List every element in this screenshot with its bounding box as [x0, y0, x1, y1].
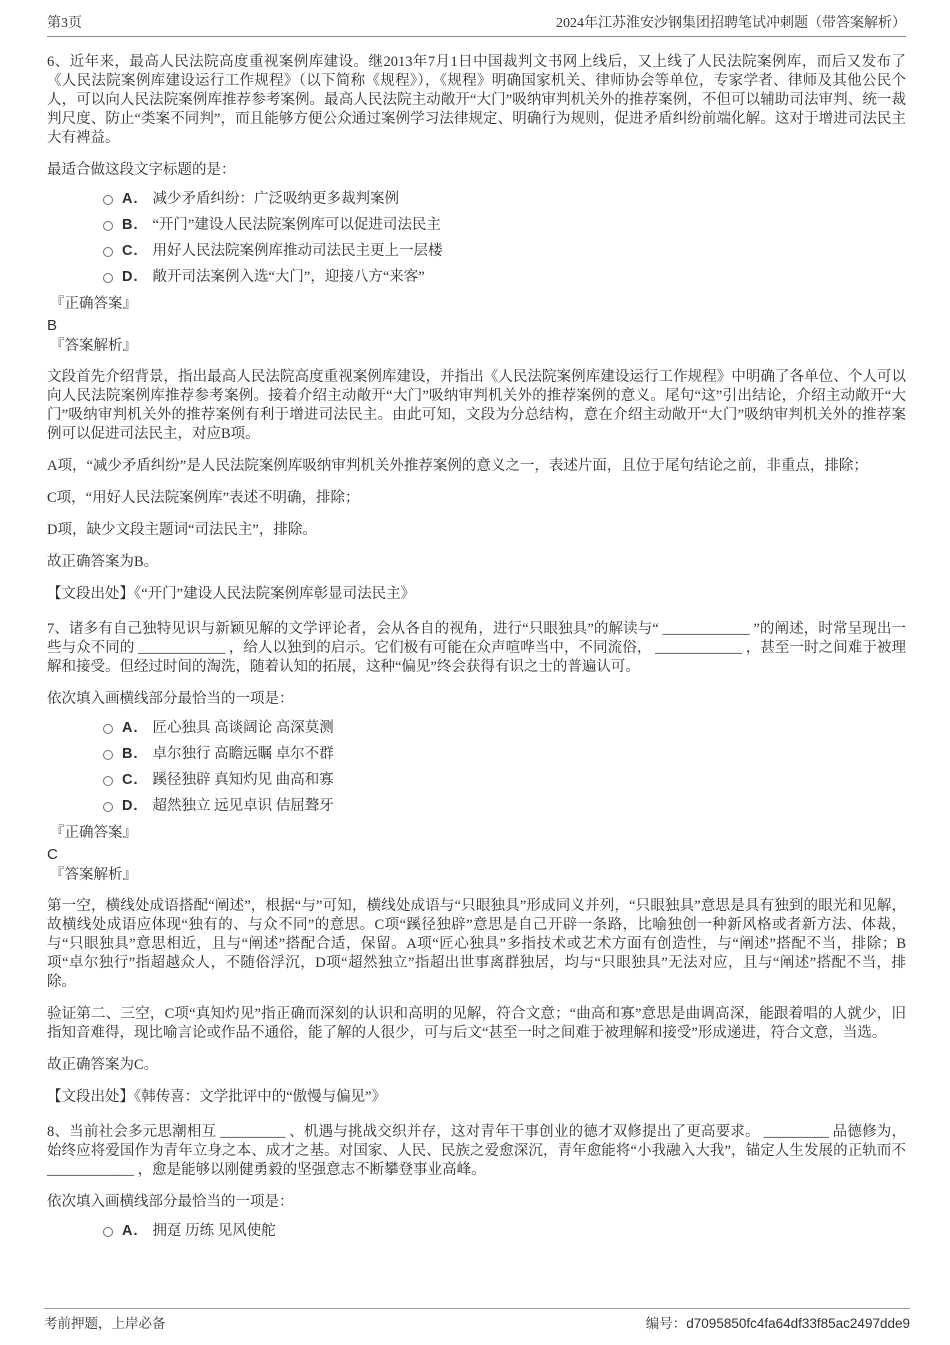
correct-answer-label: 『正确答案』 — [50, 296, 137, 312]
answer-block — [47, 824, 906, 885]
analysis-conclusion: 故正确答案为B。 — [47, 554, 159, 570]
option-text: 用好人民法院案例库推动司法民主更上一层楼 — [152, 243, 443, 259]
options-list — [47, 190, 906, 287]
option-letter: C. — [122, 243, 139, 259]
question-number: 8、 — [47, 1124, 70, 1140]
question-stem — [47, 1123, 906, 1180]
analysis-paragraph: 验证第二、三空，C项“真知灼见”指正确而深刻的认识和高明的见解，符合文意；“曲高和寡”意思是曲调高深，能跟着唱的人就少，旧指知音难得，现比喻言论或作品不通俗，能了解的人很少，可与后文“甚至一时之间难于被理解和接受”形成递进，符合文意，当选。 — [47, 1006, 906, 1041]
option-row-a[interactable] — [103, 190, 906, 209]
question-prompt: 依次填入画横线部分最恰当的一项是： — [47, 691, 294, 707]
analysis-paragraph: 第一空，横线处成语搭配“阐述”，根据“与”可知，横线处成语与“只眼独具”形成同义并列，“只眼独具”意思是具有独到的眼光和见解，故横线处成语应体现“独有的、与众不同”的意思。C项“蹊径独辟”意思是自己开辟一条路，比喻独创一种新风格或者新方法、体裁，与“只眼独具”意思相近，且与“阐述”搭配合适，保留。A项“匠心独具”多指技术或艺术方面有创造性，与“阐述”搭配不当，排除；B项“卓尔独行”指超越众人，不随俗浮沉，D项“超然独立”指超出世事离群独居，均与“只眼独具”无法对应，且与“阐述”搭配不当，排除。 — [47, 898, 906, 990]
document-title: 2024年江苏淮安沙钢集团招聘笔试冲刺题（带答案解析） — [556, 16, 906, 31]
option-row-a[interactable] — [103, 1222, 906, 1241]
page-number: 第3页 — [47, 16, 82, 31]
analysis-paragraph: D项，缺少文段主题词“司法民主”，排除。 — [47, 522, 317, 538]
serial-value: d7095850fc4fa64df33f85ac2497dde9 — [686, 1316, 910, 1331]
page-content — [47, 53, 906, 1241]
option-text: 卓尔独行 高瞻远瞩 卓尔不群 — [152, 746, 334, 762]
option-text: 蹊径独辟 真知灼见 曲高和寡 — [152, 772, 334, 788]
correct-answer-label: 『正确答案』 — [50, 825, 137, 841]
analysis-paragraph: C项，“用好人民法院案例库”表述不明确，排除； — [47, 490, 360, 506]
question-stem-text: 诸多有自己独特见识与新颖见解的文学评论者，会从各自的视角，进行“只眼独具”的解读与“ ____________ ”的阐述，时常呈现出一些与众不同的 ____________ ，给人以独到的启示。它们极有可能在众声喧哗当中，不同流俗， ____________ ，甚至一时之间难于被理解和接受。但经过时间的淘洗，随着认知的拓展，这种“偏见”终会获得有识之士的普遍认可。 — [47, 621, 906, 675]
option-letter: A. — [122, 191, 139, 207]
option-row-b[interactable] — [103, 745, 906, 764]
question-number: 7、 — [47, 621, 69, 637]
source-line: 【文段出处】《韩传喜：文学批评中的“傲慢与偏见”》 — [47, 1089, 387, 1105]
analysis-paragraph: A项，“减少矛盾纠纷”是人民法院案例库吸纳审判机关外推荐案例的意义之一，表述片面，且位于尾句结论之前，非重点，排除； — [47, 458, 868, 474]
question-stem-text: 当前社会多元思潮相互 _________ 、机遇与挑战交织并存，这对青年干事创业的德才双修提出了更高要求。 _________ 品德修为，始终应将爱国作为青年立身之本、成才之基。对国家、人民、民族之爱愈深沉，青年愈能将“小我融入大我”，锚定人生发展的正轨而不 ____________ ，愈是能够以刚健勇毅的坚强意志不断攀登事业高峰。 — [47, 1124, 907, 1178]
option-text: 匠心独具 高谈阔论 高深莫测 — [152, 720, 334, 736]
answer-block — [47, 295, 906, 356]
question-prompt: 依次填入画横线部分最恰当的一项是： — [47, 1194, 294, 1210]
option-letter: B. — [122, 217, 139, 233]
option-text: 减少矛盾纠纷：广泛吸纳更多裁判案例 — [152, 191, 399, 207]
option-row-c[interactable] — [103, 242, 906, 261]
answer-value: B — [47, 317, 58, 334]
question-stem — [47, 620, 906, 677]
option-letter: A. — [122, 720, 139, 736]
option-letter: A. — [122, 1223, 139, 1239]
analysis-label: 『答案解析』 — [50, 867, 137, 883]
option-letter: C. — [122, 772, 139, 788]
option-text: “开门”建设人民法院案例库可以促进司法民主 — [152, 217, 441, 233]
radio-icon[interactable] — [103, 195, 113, 205]
options-list — [47, 719, 906, 816]
option-text: 超然独立 远见卓识 佶屈聱牙 — [152, 798, 334, 814]
option-row-c[interactable] — [103, 771, 906, 790]
source-line: 【文段出处】《“开门”建设人民法院案例库彰显司法民主》 — [47, 586, 416, 602]
analysis-label: 『答案解析』 — [50, 338, 137, 354]
question-8 — [47, 1123, 906, 1241]
analysis-conclusion: 故正确答案为C。 — [47, 1057, 159, 1073]
option-letter: B. — [122, 746, 139, 762]
page-footer — [44, 1308, 910, 1333]
option-text: 敞开司法案例入选“大门”，迎接八方“来客” — [152, 269, 425, 285]
answer-value: C — [47, 846, 58, 863]
page-header — [47, 0, 906, 37]
analysis-paragraph: 文段首先介绍背景，指出最高人民法院高度重视案例库建设，并指出《人民法院案例库建设运行工作规程》中明确了各单位、个人可以向人民法院案例库推荐参考案例。接着介绍主动敞开“大门”吸纳审判机关外的推荐案例的意义。尾句“这”引出结论，介绍主动敞开“大门”吸纳审判机关外的推荐案例有利于增进司法民主。由此可知，文段为分总结构，意在介绍主动敞开“大门”吸纳审判机关外的推荐案例可以促进司法民主，对应B项。 — [47, 369, 906, 442]
option-row-d[interactable] — [103, 797, 906, 816]
question-7 — [47, 620, 906, 1107]
question-number: 6、 — [47, 54, 70, 70]
option-row-a[interactable] — [103, 719, 906, 738]
option-row-d[interactable] — [103, 268, 906, 287]
question-stem — [47, 53, 906, 148]
radio-icon[interactable] — [103, 247, 113, 257]
footer-serial — [646, 1314, 910, 1333]
question-prompt: 最适合做这段文字标题的是： — [47, 162, 236, 178]
option-row-b[interactable] — [103, 216, 906, 235]
question-stem-text: 近年来，最高人民法院高度重视案例库建设。继2013年7月1日中国裁判文书网上线后，又上线了人民法院案例库，而后又发布了《人民法院案例库建设运行工作规程》（以下简称《规程》），《规程》明确国家机关、律师协会等单位，专家学者、律师及其他公民个人，可以向人民法院案例库推荐参考案例。最高人民法院主动敞开“大门”吸纳审判机关外的推荐案例，不但可以辅助司法审判、统一裁判尺度、防止“类案不同判”，而且能够方便公众通过案例学习法律规定、明确行为规则，促进矛盾纠纷前端化解。这对于增进司法民主大有裨益。 — [47, 54, 906, 146]
question-6 — [47, 53, 906, 604]
radio-icon[interactable] — [103, 724, 113, 734]
option-text: 拥趸 历练 见风使舵 — [152, 1223, 276, 1239]
serial-label: 编号： — [645, 1316, 687, 1331]
radio-icon[interactable] — [103, 750, 113, 760]
radio-icon[interactable] — [103, 221, 113, 231]
option-letter: D. — [122, 798, 139, 814]
radio-icon[interactable] — [103, 273, 113, 283]
radio-icon[interactable] — [103, 1227, 113, 1237]
radio-icon[interactable] — [103, 776, 113, 786]
footer-slogan: 考前押题，上岸必备 — [44, 1316, 166, 1331]
radio-icon[interactable] — [103, 802, 113, 812]
option-letter: D. — [122, 269, 139, 285]
options-list — [47, 1222, 906, 1241]
